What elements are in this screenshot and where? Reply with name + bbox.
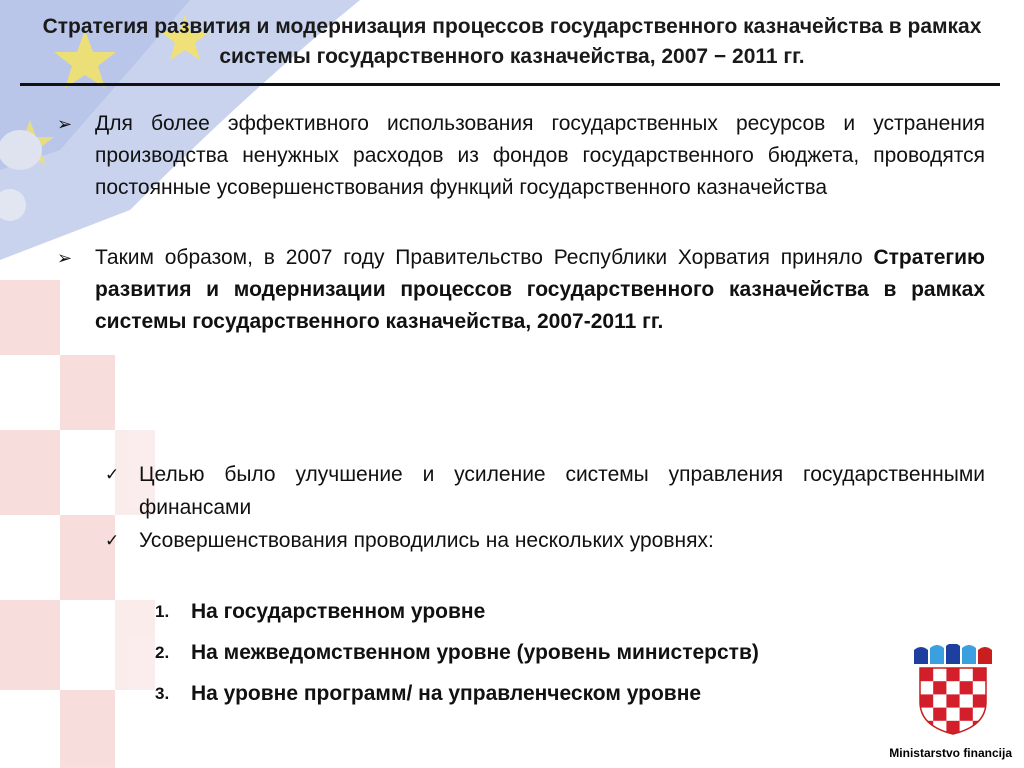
level-number: 2.	[155, 643, 170, 662]
spacer	[57, 204, 985, 242]
level-item	[155, 673, 759, 714]
level-number: 3.	[155, 684, 170, 703]
arrow-bullet-icon: ➢	[57, 248, 73, 268]
bullet-item-strategy	[57, 242, 985, 338]
check-text: Усовершенствования проводились на нескольких уровнях:	[139, 529, 714, 552]
level-text: На уровне программ/ на управленческом уровне	[191, 682, 702, 705]
check-item	[105, 458, 985, 524]
bullet-lead-text: Таким образом, в 2007 году Правительство Республики Хорватия приняло	[95, 246, 874, 269]
level-text: На государственном уровне	[191, 600, 486, 623]
check-list	[105, 458, 985, 557]
level-number: 1.	[155, 602, 170, 621]
level-item	[155, 591, 759, 632]
slide-title: Стратегия развития и модернизация процессов государственного казначейства в рамках системы государственного казначейства, 2007 − 2011 гг.	[42, 15, 982, 68]
check-icon: ✓	[105, 531, 120, 550]
check-text: Целью было улучшение и усиление системы управления государственными финансами	[139, 463, 985, 519]
footer-ministry-label: Ministarstvo financija	[889, 746, 1012, 760]
croatian-coat-of-arms-icon	[912, 644, 994, 736]
check-item	[105, 524, 985, 557]
bullet-item-resources	[57, 108, 985, 204]
arrow-bullet-icon: ➢	[57, 114, 73, 134]
levels-list	[155, 591, 759, 714]
bullet-list	[57, 108, 985, 338]
level-text: На межведомственном уровне (уровень министерств)	[191, 641, 759, 664]
bullet-text: Для более эффективного использования государственных ресурсов и устранения производства ненужных расходов из фондов государственного бюджета, проводятся постоянные усовершенствования функций государственного казначейства	[95, 112, 985, 199]
check-icon: ✓	[105, 465, 120, 484]
title-divider	[20, 83, 1000, 86]
bullet-bold-text: Стратегию развития и модернизации процессов государственного казначейства в рамках системы государственного казначейства, 2007-2011 гг.	[95, 246, 985, 333]
level-item	[155, 632, 759, 673]
